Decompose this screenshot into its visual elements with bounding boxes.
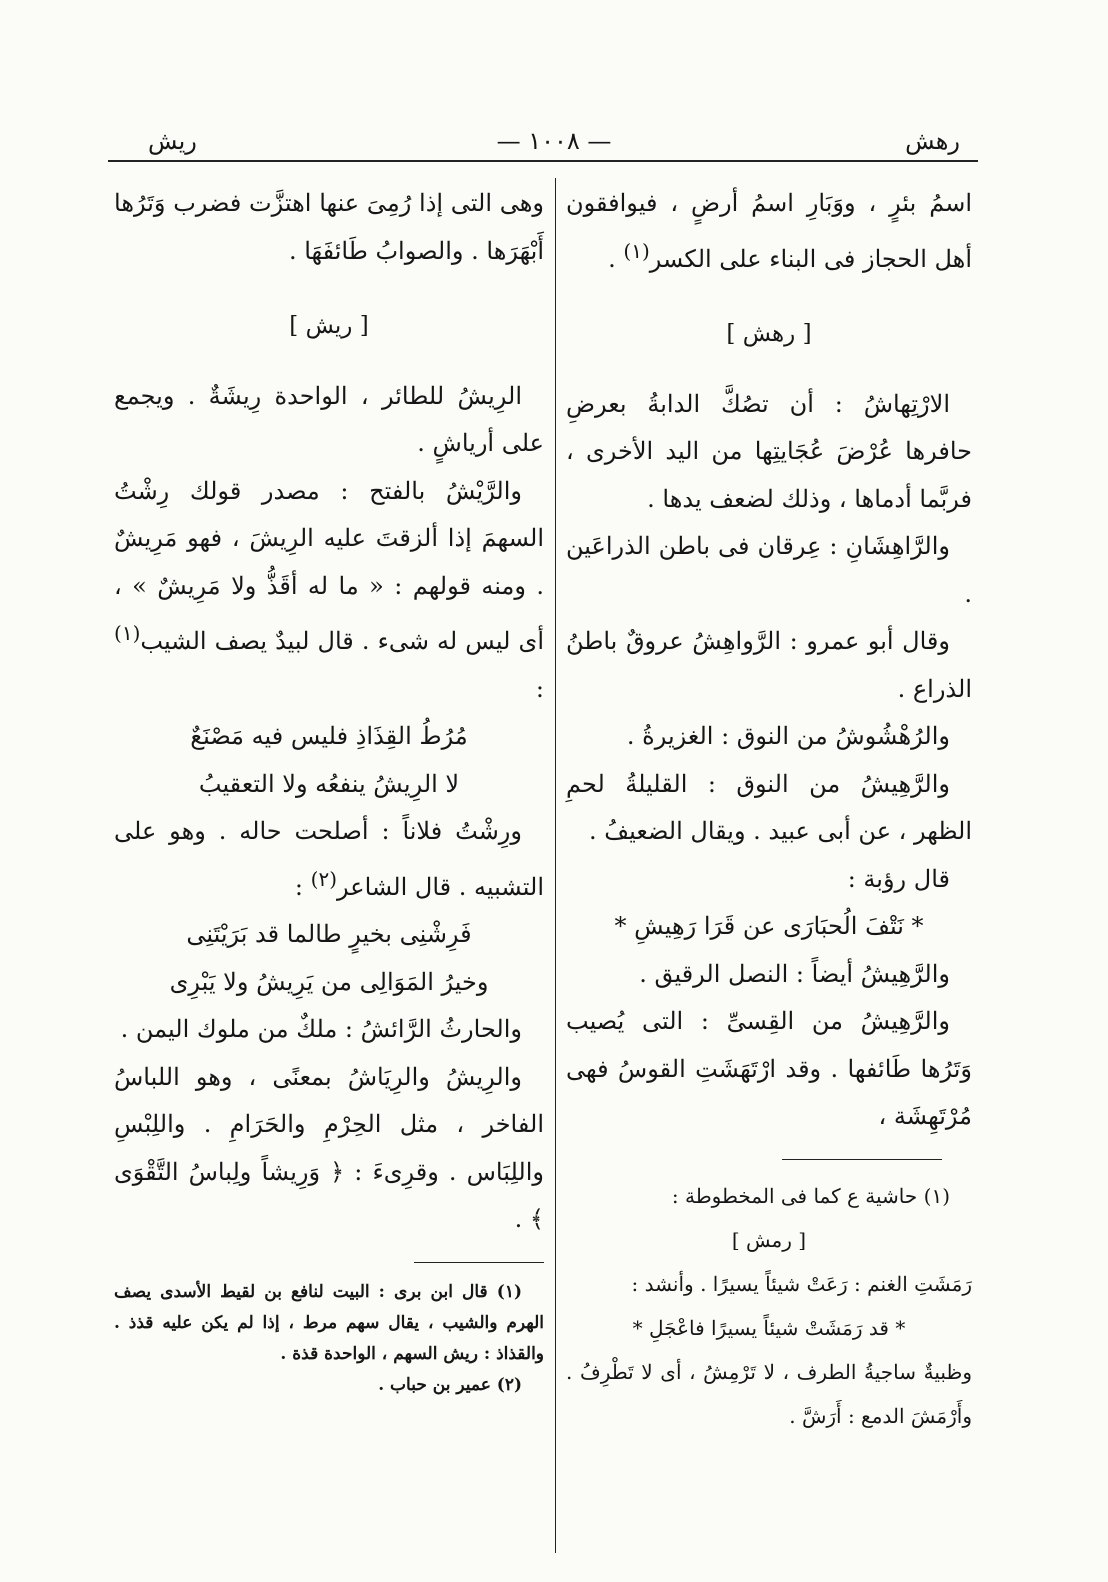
column-divider [555, 178, 556, 1553]
page-number: — ١٠٠٨ — [496, 127, 612, 155]
running-head-left: ريش [148, 127, 197, 155]
paragraph: الرِيشُ للطائر ، الواحدة رِيشَةٌ . ويجمع على أرياشٍ . [114, 381, 544, 457]
footnote: وظبيةٌ ساجيةُ الطرف ، لا تَرْمِشُ ، أى لا تَطْرِفُ . وأَرْمَشَ الدمع : أَرَشَّ . [566, 1359, 972, 1428]
entry-heading-rahash: [ رهش ] [726, 321, 812, 347]
footnote: (١) حاشية ع كما فى المخطوطة : [671, 1183, 950, 1208]
paragraph: والرِيشُ والرِيَاشُ بمعنًى ، وهو اللباسُ الفاخر ، مثل الحِرْمِ والحَرَامِ . واللِبْسِ واللِبَاس . وقرِىءَ : ﴿ وَرِيشاً ولِباسُ التَّقْوَى ﴾ . [114, 1062, 544, 1233]
verse-line: فَرِشْنِى بخيرٍ طالما قد بَرَيْتَنِى [186, 920, 472, 948]
footnote: (٢) عمير بن حباب . [378, 1374, 522, 1395]
paragraph: والحارثُ الرَّائشُ : ملكٌ من ملوك اليمن . [120, 1015, 522, 1043]
footnote-ref: (١) [114, 621, 141, 645]
footnote-ref: (٢) [310, 866, 337, 891]
paragraph: وهى التى إذا رُمِىَ عنها اهتزَّت فضرب وَتَرُها أَبْهَرَها . والصوابُ طَائفَهَا . [114, 189, 544, 265]
footnote-ref: (١) [623, 238, 650, 263]
paragraph: والرَّاهِشَانِ : عِرقان فى باطن الذراعَين . [566, 532, 972, 608]
footnote-rule [414, 1262, 544, 1263]
paragraph: والرُهْشُوشُ من النوق : الغزيرةُ . [626, 722, 950, 750]
paragraph: والرَّهِيشُ أيضاً : النصل الرقيق . [639, 959, 950, 988]
paragraph: ورِشْتُ فلاناً : أصلحت حاله . وهو على التشبيه . قال الشاعر$^{(٢)}$ : [114, 817, 544, 901]
footnote-verse: * قد رَمَشَتْ شيئاً يسيرًا فاعْجَلِ * [632, 1315, 906, 1340]
entry-heading-reesh: [ ريش ] [289, 313, 369, 339]
header-rule [108, 160, 978, 162]
footnote-heading: [ رمش ] [731, 1227, 807, 1252]
running-head-right: رهش [905, 127, 960, 155]
paragraph: والرَّيْشُ بالفتح : مصدر قولك رِشْتُ السهمَ إذا ألزقتَ عليه الرِيشَ ، فهو مَرِيشٌ . ومنه قولهم : « ما له أقَذُّ ولا مَرِيشٌ » ، أى ليس له شىء . قال لبيدٌ يصف الشيب$^{(١)}$ : [114, 476, 544, 703]
verse-line: لا الرِيشُ ينفعُه ولا التعقيبُ [198, 769, 460, 798]
paragraph: اسمُ بئرٍ ، ووَبَارِ اسمُ أرضٍ ، فيوافقون أهل الحجاز فى البناء على الكسر$^{(١)}$ . [566, 189, 972, 273]
right-column [566, 180, 972, 1438]
paragraph: وقال أبو عمرو : الرَّواهِشُ عروقٌ باطنُ الذراع . [566, 627, 972, 703]
footnote: (١) قال ابن برى : البيت لنافع بن لقيط الأسدى يصف الهرم والشيب ، يقال سهم مرط ، إذا لم يكن عليه قذذ . والقذاذ : ريش السهم ، الواحدة قذة . [114, 1281, 544, 1364]
paragraph: والرَّهِيشُ من النوق : القليلةُ لحمِ الظهر ، عن أبى عبيد . ويقال الضعيفُ . [566, 769, 972, 845]
paragraph: الارْتِهاشُ : أن تصُكَّ الدابةُ بعرضِ حافرها عُرْضَ عُجَايتِها من اليد الأخرى ، فربَّما أدماها ، وذلك لضعف يدها . [566, 389, 972, 513]
footnote: رَمَشَتِ الغنم : رَعَتْ شيئاً يسيرًا . وأنشد : [631, 1271, 972, 1296]
footnote-rule [782, 1159, 942, 1160]
verse-line: وخيرُ المَوَالِى من يَرِيشُ ولا يَبْرِى [169, 967, 489, 996]
verse-line: مُرُطُ القِذَاذِ فليس فيه مَصْنَعٌ [190, 722, 468, 750]
left-column [114, 180, 544, 1401]
paragraph: والرَّهِيشُ من القِسىِّ : التى يُصيب وَتَرُها طَائفها . وقد ارْتَهَشَتِ القوسُ فهى مُرْتَهِشَة ، [566, 1007, 972, 1130]
verse-line: * نَتْفَ الُحبَارَى عن قَرَا رَهِيشِ * [614, 912, 924, 940]
paragraph: قال رؤبة : [847, 864, 950, 893]
